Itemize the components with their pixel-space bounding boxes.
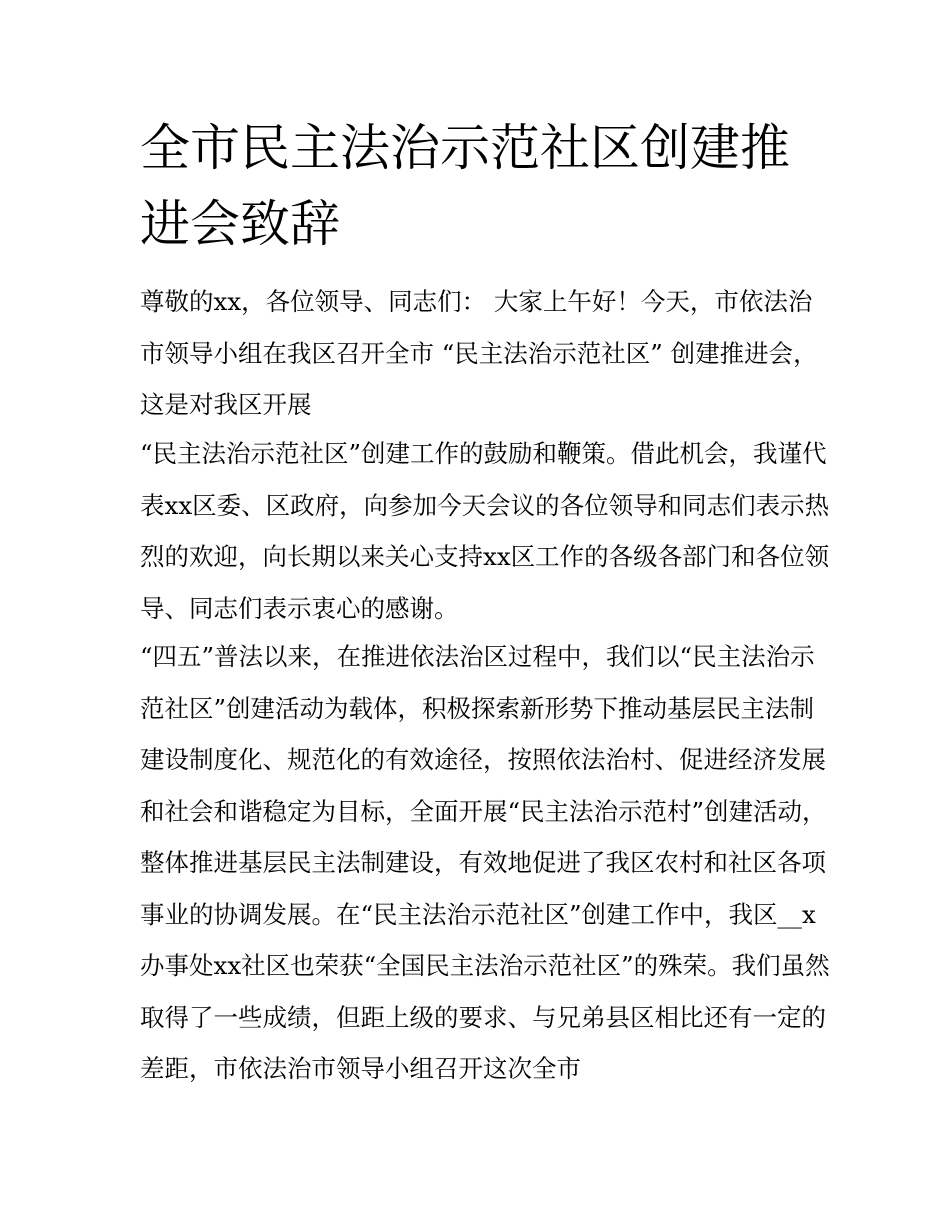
paragraph-thanks: “民主法治示范社区”创建工作的鼓励和鞭策。借此机会，我谨代表xx区委、区政府，向参加今天会议的各位领导和同志们表示热烈的欢迎，向长期以来关心支持xx区工作的各级各部门和各位领导、同志们表示衷心的感谢。 [140,439,830,623]
document-title: 全市民主法治示范社区创建推进会致辞 [140,119,790,253]
paragraph-achievements: “四五”普法以来，在推进依法治区过程中，我们以“民主法治示范社区”创建活动为载体，积极探索新形势下推动基层民主法制建设制度化、规范化的有效途径，按照依法治村、促进经济发展和社会和谐稳定为目标，全面开展“民主法治示范村”创建活动，整体推进基层民主法制建设，有效地促进了我区农村和社区各项事业的协调发展。在“民主法治示范社区”创建工作中，我区__x办事处xx社区也荣获“全国民主法治示范社区”的殊荣。我们虽然取得了一些成绩，但距上级的要求、与兄弟县区相比还有一定的差距，市依法治市领导小组召开这次全市 [140,642,830,1083]
paragraph-greeting: 尊敬的xx，各位领导、同志们： 大家上午好！今天，市依法治市领导小组在我区召开全市 “民主法治示范社区” 创建推进会，这是对我区开展 [140,287,818,419]
